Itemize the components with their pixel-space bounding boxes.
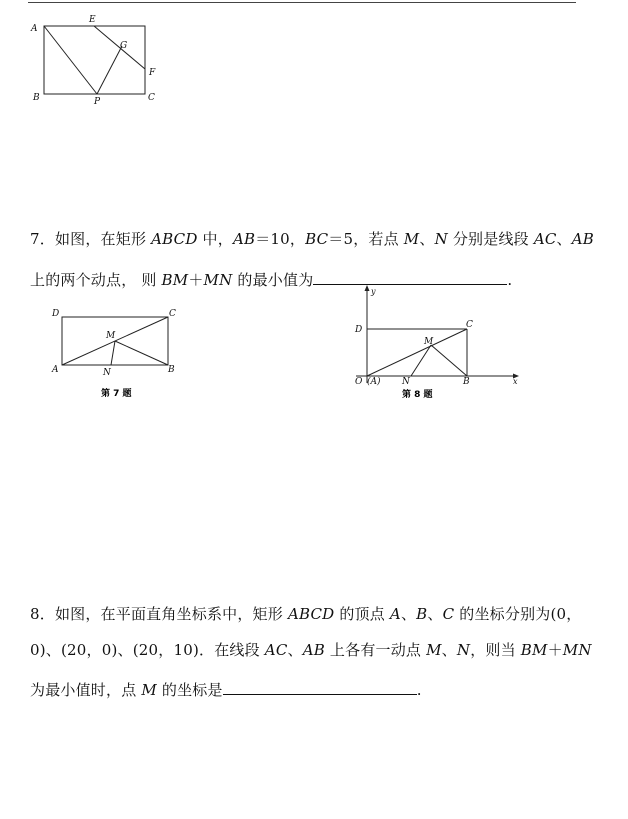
label-C: C: [148, 93, 155, 103]
figure-q7: [45, 305, 190, 400]
figure-q8-caption: 第 8 题: [402, 390, 433, 400]
diagonal-AC: [367, 329, 467, 376]
segment-BM: [115, 341, 168, 365]
text-run: 中，: [197, 230, 233, 248]
text-run: ＋: [188, 271, 204, 289]
text-run: 为最小值时，点: [30, 681, 142, 699]
label-C: C: [169, 309, 176, 319]
q8-line3: 为最小值时，点 M 的坐标是 .: [30, 678, 422, 700]
q7-number: 7．: [30, 230, 55, 248]
math-variable: BM: [520, 641, 548, 659]
label-B: B: [168, 365, 175, 375]
q8-line1: [30, 604, 581, 624]
math-variable: AC: [264, 641, 288, 659]
math-variable: AB: [232, 230, 256, 248]
label-D: D: [355, 325, 363, 335]
text-run: ，则当: [470, 641, 521, 659]
label-y: y: [371, 287, 376, 296]
text-run: 如图，在平面直角坐标系中，矩形: [54, 605, 288, 623]
segment-PG: [97, 46, 122, 94]
text-run: 上的两个动点， 则: [30, 271, 162, 289]
figure-q7-caption: 第 7 题: [101, 389, 132, 399]
math-variable: ABCD: [151, 230, 198, 248]
q8-line1-text: [55, 605, 582, 623]
label-M: M: [106, 331, 116, 341]
label-A: (A): [367, 377, 381, 387]
text-run: 、: [441, 641, 457, 659]
q8-number: 8．: [30, 605, 55, 623]
text-run: 、: [287, 641, 303, 659]
math-variable: M: [403, 230, 420, 248]
text-run: 、: [556, 230, 572, 248]
segment-MN: [411, 345, 431, 376]
text-run: 的顶点: [334, 605, 390, 623]
text-run: 分别是线段: [447, 230, 534, 248]
text-run: 如图，在矩形: [54, 230, 152, 248]
figure-q8: [348, 283, 528, 401]
label-C: C: [466, 320, 473, 330]
label-A: A: [52, 365, 59, 375]
label-N: N: [103, 368, 111, 378]
math-variable: BM: [161, 271, 189, 289]
segment-MN: [111, 341, 115, 365]
math-variable: B: [416, 605, 428, 623]
math-variable: C: [442, 605, 455, 623]
label-B: B: [33, 93, 40, 103]
q8-line2-text: [30, 641, 592, 659]
math-variable: N: [456, 641, 471, 659]
text-run: 的坐标分别为(0，: [454, 605, 582, 623]
top-rule: [28, 2, 576, 3]
text-run: 0)、(20，0)、(20，10)．在线段: [30, 641, 265, 659]
q7-line2_a-text: [30, 271, 313, 289]
math-variable: AB: [571, 230, 595, 248]
math-variable: A: [389, 605, 401, 623]
label-x: x: [513, 377, 518, 386]
text-run: ＝10，: [255, 230, 306, 248]
math-variable: AB: [302, 641, 325, 659]
label-D: D: [52, 309, 60, 319]
math-variable: BC: [305, 230, 329, 248]
q8-line3_a-text: [30, 681, 223, 699]
text-run: 、: [427, 605, 443, 623]
label-G: G: [120, 41, 128, 51]
text-run: 的最小值为: [232, 271, 314, 289]
text-run: 、: [400, 605, 417, 623]
q7-line1: [30, 229, 594, 249]
label-E: E: [89, 15, 96, 25]
text-run: 、: [419, 230, 435, 248]
segment-AP: [44, 26, 97, 94]
q7-line1-text: [55, 230, 594, 248]
label-B: B: [463, 377, 470, 387]
figure-fold-rectangle: [28, 12, 168, 112]
y-axis-arrow: [365, 285, 370, 291]
label-F: F: [149, 68, 156, 78]
label-A: A: [31, 24, 38, 34]
math-variable: M: [141, 681, 157, 699]
label-N: N: [402, 377, 410, 387]
text-run: 上各有一动点: [324, 641, 427, 659]
math-variable: N: [434, 230, 448, 248]
q8-answer-blank[interactable]: [223, 678, 417, 695]
math-variable: MN: [562, 641, 592, 659]
label-P: P: [94, 97, 101, 107]
math-variable: AC: [533, 230, 557, 248]
text-run: ＝5，若点: [328, 230, 404, 248]
label-O: O: [355, 377, 363, 387]
q7-line2: 上的两个动点， 则 BM＋MN 的最小值为 .: [30, 268, 512, 290]
segment-BM: [431, 345, 467, 376]
text-run: 的坐标是: [156, 681, 223, 699]
label-M: M: [424, 337, 434, 347]
q8-line2: [30, 640, 592, 660]
math-variable: ABCD: [287, 605, 335, 623]
text-run: ＋: [547, 641, 563, 659]
math-variable: M: [426, 641, 442, 659]
math-variable: MN: [203, 271, 233, 289]
